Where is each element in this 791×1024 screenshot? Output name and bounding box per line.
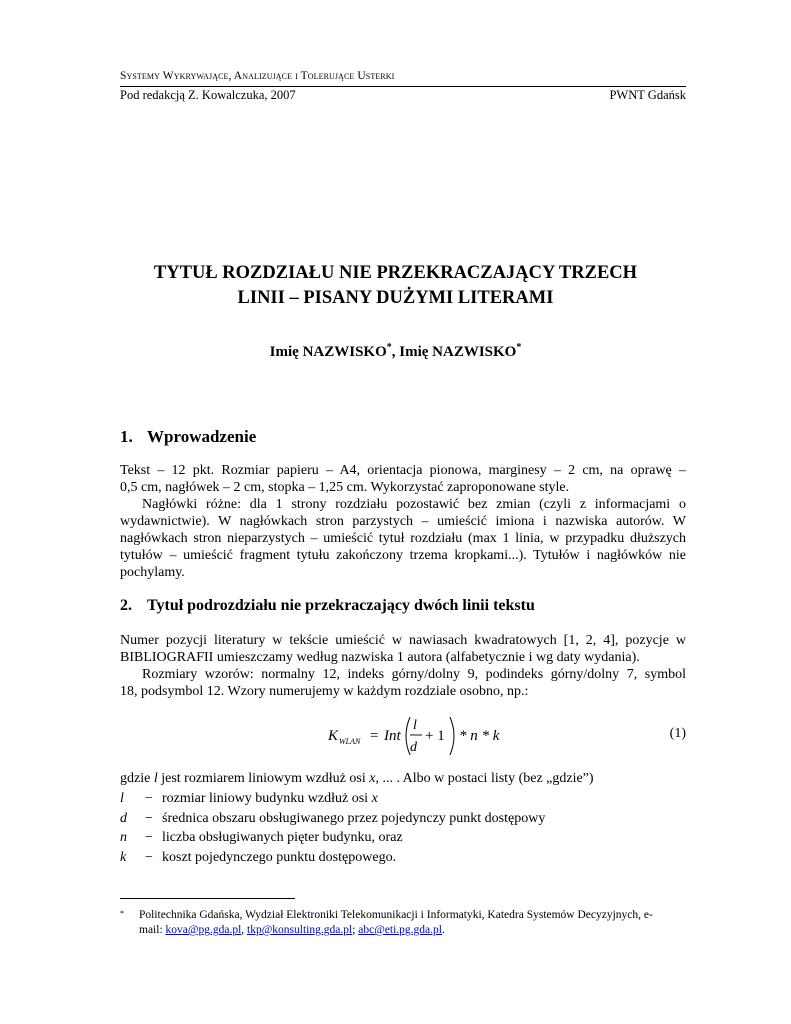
footnote-line: Politechnika Gdańska, Wydział Elektroniki Telekomunikacji i Informatyki, Katedra Systemów Decyzyjnych, e-	[139, 909, 653, 921]
author-name: Imię NAZWISKO	[399, 344, 517, 360]
chapter-title-line: LINII – PISANY DUŻYMI LITERAMI	[237, 288, 554, 308]
author-footnote-mark: *	[516, 342, 522, 353]
variable-description-text: średnica obszaru obsługiwanego przez pojedynczy punkt dostępowy	[162, 810, 546, 826]
footnote-line	[139, 923, 686, 938]
variable-description-text: koszt pojedynczego punktu dostępowego.	[162, 849, 397, 865]
paragraph	[120, 666, 686, 700]
variable-description-text: rozmiar liniowy budynku wzdłuż osi	[162, 791, 369, 806]
equation-numerator: l	[413, 718, 417, 733]
paragraph-line: BIBLIOGRAFII umieszczamy według nazwiska 1 autora (alfabetycznie i wg daty wydania).	[120, 650, 640, 665]
footnote-mark: *	[120, 909, 124, 918]
paragraph-line: Nagłówki różne: dla 1 strony rozdziału pozostawić bez zmian (czyli z informacjami o	[142, 497, 686, 512]
subsection-heading	[120, 597, 535, 615]
paragraph-line: Rozmiary wzorów: normalny 12, indeks górny/dolny 9, podindeks górny/dolny 7, symbol	[142, 667, 686, 682]
footnote-mail-prefix: mail:	[139, 924, 166, 936]
chapter-title-line: TYTUŁ ROZDZIAŁU NIE PRZEKRACZAJĄCY TRZECH	[153, 263, 638, 283]
variable-dash: −	[145, 810, 153, 826]
footnote-end: .	[441, 924, 445, 936]
variable-symbol: n	[120, 830, 127, 845]
variable-symbol: k	[120, 849, 127, 865]
section-title: Wprowadzenie	[147, 427, 257, 446]
section-number: 2.	[120, 597, 132, 614]
email-separator: ;	[352, 924, 359, 936]
paragraph	[120, 462, 686, 496]
equation-tail: * n * k	[459, 728, 500, 744]
variable-symbol: d	[120, 810, 127, 826]
email-link[interactable]: abc@eti.pg.gda.pl	[358, 924, 442, 936]
variable-dash: −	[145, 849, 153, 865]
paragraph-line: 0,5 cm, nagłówek – 2 cm, stopka – 1,25 cm. Wykorzystać zaproponowane style.	[120, 480, 570, 495]
paragraph-line: Tekst – 12 pkt. Rozmiar papieru – A4, orientacja pionowa, marginesy – 2 cm, na oprawę –	[120, 463, 686, 478]
equation-function: Int	[384, 728, 401, 744]
variable-description-text: liczba obsługiwanych pięter budynku, oraz	[162, 830, 403, 845]
equation-lhs: K	[328, 728, 339, 744]
variable-intro-suffix: , ... . Albo w postaci listy (bez „gdzie”)	[375, 771, 594, 786]
variable-intro	[120, 771, 594, 787]
paragraph-line: wydawnictwie). W nagłówkach stron parzystych – umieścić imiona i nazwiska autorów. W	[120, 514, 686, 529]
section-heading	[120, 427, 256, 447]
authors-line	[0, 342, 791, 361]
equation-equals: =	[370, 728, 379, 744]
section-number: 1.	[120, 427, 133, 446]
equation-number: (1)	[669, 726, 686, 741]
paragraph-line: nagłówkach stron nieparzystych – umieścić tytuł rozdziału (max 1 linia, w przypadku dłuższych	[120, 531, 686, 546]
paragraph-line: tytułów – umieścić fragment tytułu zakończony trzema kropkami...). Tytułów i nagłówków nie	[120, 548, 686, 563]
author-footnote-mark: *	[386, 342, 392, 353]
variable-dash: −	[145, 830, 153, 845]
author-name: Imię NAZWISKO	[269, 344, 387, 360]
header-rule	[120, 86, 686, 87]
section-title: Tytuł podrozdziału nie przekraczający dwóch linii tekstu	[147, 597, 535, 614]
author-separator: ,	[391, 344, 400, 360]
axis-symbol: x	[369, 771, 376, 786]
variable-intro-text: jest rozmiarem liniowym wzdłuż osi	[161, 771, 366, 786]
header-editor: Pod redakcją Z. Kowalczuka, 2007	[120, 88, 296, 102]
chapter-title	[0, 261, 791, 311]
paragraph-line: Numer pozycji literatury w tekście umieścić w nawiasach kwadratowych [1, 2, 4], pozycje w	[120, 633, 686, 648]
header-publisher: PWNT Gdańsk	[609, 88, 686, 102]
email-separator: ,	[241, 924, 248, 936]
variable-dash: −	[145, 791, 153, 806]
email-link[interactable]: kova@pg.gda.pl	[165, 924, 242, 936]
variable-symbol: l	[153, 771, 158, 786]
equation-lhs-subscript: WLAN	[339, 737, 361, 746]
paragraph	[120, 632, 686, 666]
footnote-body	[139, 908, 686, 938]
footnote-separator	[120, 898, 295, 899]
paragraph	[120, 496, 686, 581]
paragraph-line: 18, podsymbol 12. Wzory numerujemy w każdym rozdziale osobno, np.:	[120, 684, 529, 699]
variable-intro-prefix: gdzie	[120, 771, 151, 786]
equation-denominator: d	[410, 740, 417, 755]
paragraph-line: pochylamy.	[120, 565, 185, 580]
equation	[320, 713, 520, 759]
variable-description	[162, 791, 378, 807]
header-series-title: Systemy Wykrywające, Analizujące i Tolerujące Usterki	[120, 70, 395, 82]
variable-symbol: l	[120, 791, 124, 806]
equation-plus-one: + 1	[425, 728, 445, 744]
axis-symbol: x	[371, 791, 378, 806]
equation-right-paren	[450, 717, 454, 755]
email-link[interactable]: tkp@konsulting.gda.pl	[247, 924, 353, 936]
